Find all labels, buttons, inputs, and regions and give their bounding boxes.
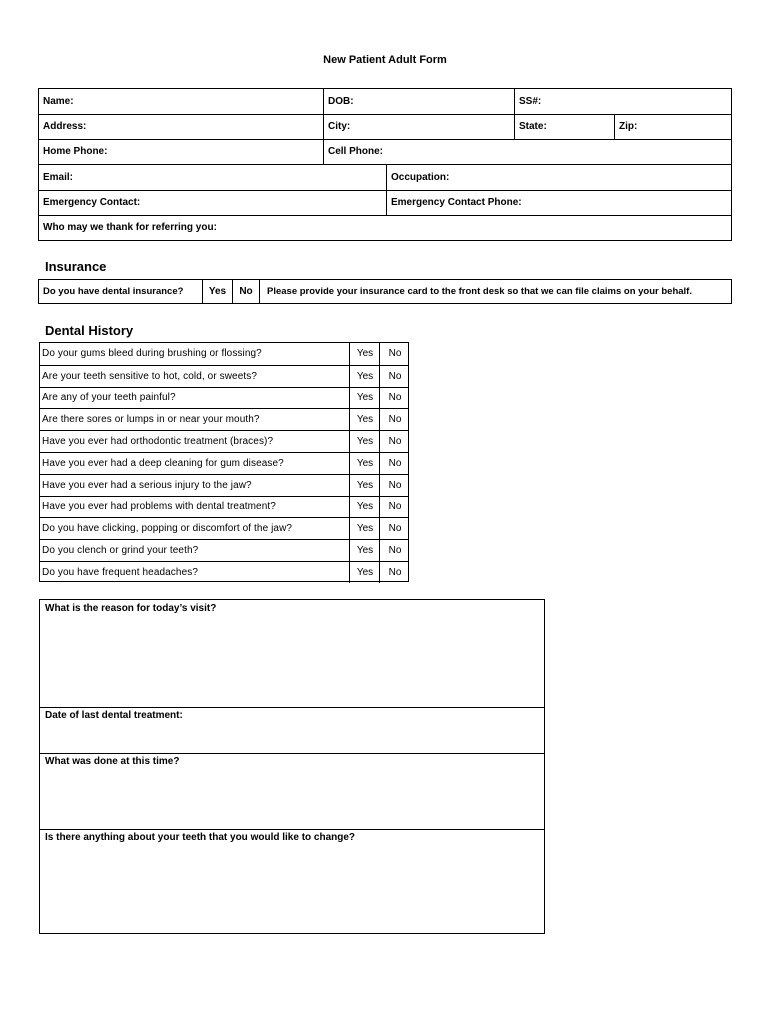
dental-history-row xyxy=(40,561,409,583)
insurance-heading: Insurance xyxy=(45,259,107,274)
dental-history-question: Do you have frequent headaches? xyxy=(42,566,198,578)
occupation-field[interactable]: Occupation: xyxy=(391,171,450,183)
yes-option[interactable]: Yes xyxy=(349,388,380,409)
dental-history-question: Are any of your teeth painful? xyxy=(42,392,176,404)
yes-option[interactable]: Yes xyxy=(349,453,380,474)
visit-reason-field[interactable]: What is the reason for today’s visit? xyxy=(45,603,217,614)
dental-history-row xyxy=(40,387,409,409)
dental-history-question: Have you ever had orthodontic treatment (braces)? xyxy=(42,436,274,448)
visit-info-table xyxy=(39,599,545,934)
state-field[interactable]: State: xyxy=(519,121,547,132)
no-option[interactable]: No xyxy=(379,388,410,409)
dental-history-row xyxy=(40,517,409,539)
yes-option[interactable]: Yes xyxy=(349,497,380,518)
dental-history-question: Have you ever had problems with dental treatment? xyxy=(42,501,276,513)
dental-history-heading: Dental History xyxy=(45,323,134,338)
dental-history-question: Have you ever had a deep cleaning for gum disease? xyxy=(42,457,284,469)
dental-history-row xyxy=(40,496,409,518)
no-option[interactable]: No xyxy=(379,431,410,452)
form-title: New Patient Adult Form xyxy=(323,54,447,66)
no-option[interactable]: No xyxy=(379,409,410,430)
dental-history-row xyxy=(40,474,409,496)
emergency-phone-field[interactable]: Emergency Contact Phone: xyxy=(391,197,522,208)
no-option[interactable]: No xyxy=(379,497,410,518)
patient-info-table xyxy=(38,88,732,241)
dental-history-table xyxy=(39,342,409,582)
no-option[interactable]: No xyxy=(379,343,410,365)
dental-history-row xyxy=(40,365,409,387)
dental-history-question: Do you have clicking, popping or discomfort of the jaw? xyxy=(42,523,293,535)
yes-option[interactable]: Yes xyxy=(349,562,380,583)
dob-field[interactable]: DOB: xyxy=(328,96,354,107)
dental-history-row xyxy=(40,430,409,452)
what-done-field[interactable]: What was done at this time? xyxy=(45,756,180,767)
yes-option[interactable]: Yes xyxy=(349,431,380,452)
no-option[interactable]: No xyxy=(379,562,410,583)
ss-field[interactable]: SS#: xyxy=(519,96,542,107)
dental-history-row xyxy=(40,539,409,561)
yes-option[interactable]: Yes xyxy=(349,366,380,387)
referral-field[interactable]: Who may we thank for referring you: xyxy=(43,222,217,233)
insurance-table xyxy=(38,279,732,304)
dental-history-question: Have you ever had a serious injury to the jaw? xyxy=(42,479,252,491)
dental-history-question: Are there sores or lumps in or near your mouth? xyxy=(42,414,260,426)
yes-option[interactable]: Yes xyxy=(349,475,380,496)
dental-history-row xyxy=(40,452,409,474)
insurance-question: Do you have dental insurance? xyxy=(43,286,184,297)
no-option[interactable]: No xyxy=(379,475,410,496)
insurance-note: Please provide your insurance card to the front desk so that we can file claims on your behalf. xyxy=(267,286,692,297)
yes-option[interactable]: Yes xyxy=(349,409,380,430)
name-field[interactable]: Name: xyxy=(43,96,74,107)
email-field[interactable]: Email: xyxy=(43,171,74,183)
yes-option[interactable]: Yes xyxy=(349,518,380,539)
dental-history-question: Do you clench or grind your teeth? xyxy=(42,545,199,557)
dental-history-question: Are your teeth sensitive to hot, cold, or sweets? xyxy=(42,370,258,382)
yes-option[interactable]: Yes xyxy=(349,343,380,365)
no-option[interactable]: No xyxy=(379,540,410,561)
dental-history-question: Do your gums bleed during brushing or flossing? xyxy=(42,348,262,360)
insurance-yes-option[interactable]: Yes xyxy=(208,286,227,297)
no-option[interactable]: No xyxy=(379,453,410,474)
dental-history-row xyxy=(40,343,409,365)
dental-history-row xyxy=(40,408,409,430)
no-option[interactable]: No xyxy=(379,518,410,539)
cell-phone-field[interactable]: Cell Phone: xyxy=(328,146,384,157)
address-field[interactable]: Address: xyxy=(43,121,87,132)
emergency-contact-field[interactable]: Emergency Contact: xyxy=(43,197,141,208)
teeth-change-field[interactable]: Is there anything about your teeth that you would like to change? xyxy=(45,832,356,843)
home-phone-field[interactable]: Home Phone: xyxy=(43,146,108,157)
zip-field[interactable]: Zip: xyxy=(619,121,638,132)
last-treatment-field[interactable]: Date of last dental treatment: xyxy=(45,710,183,721)
city-field[interactable]: City: xyxy=(328,121,351,132)
yes-option[interactable]: Yes xyxy=(349,540,380,561)
no-option[interactable]: No xyxy=(379,366,410,387)
insurance-no-option[interactable]: No xyxy=(239,286,253,297)
